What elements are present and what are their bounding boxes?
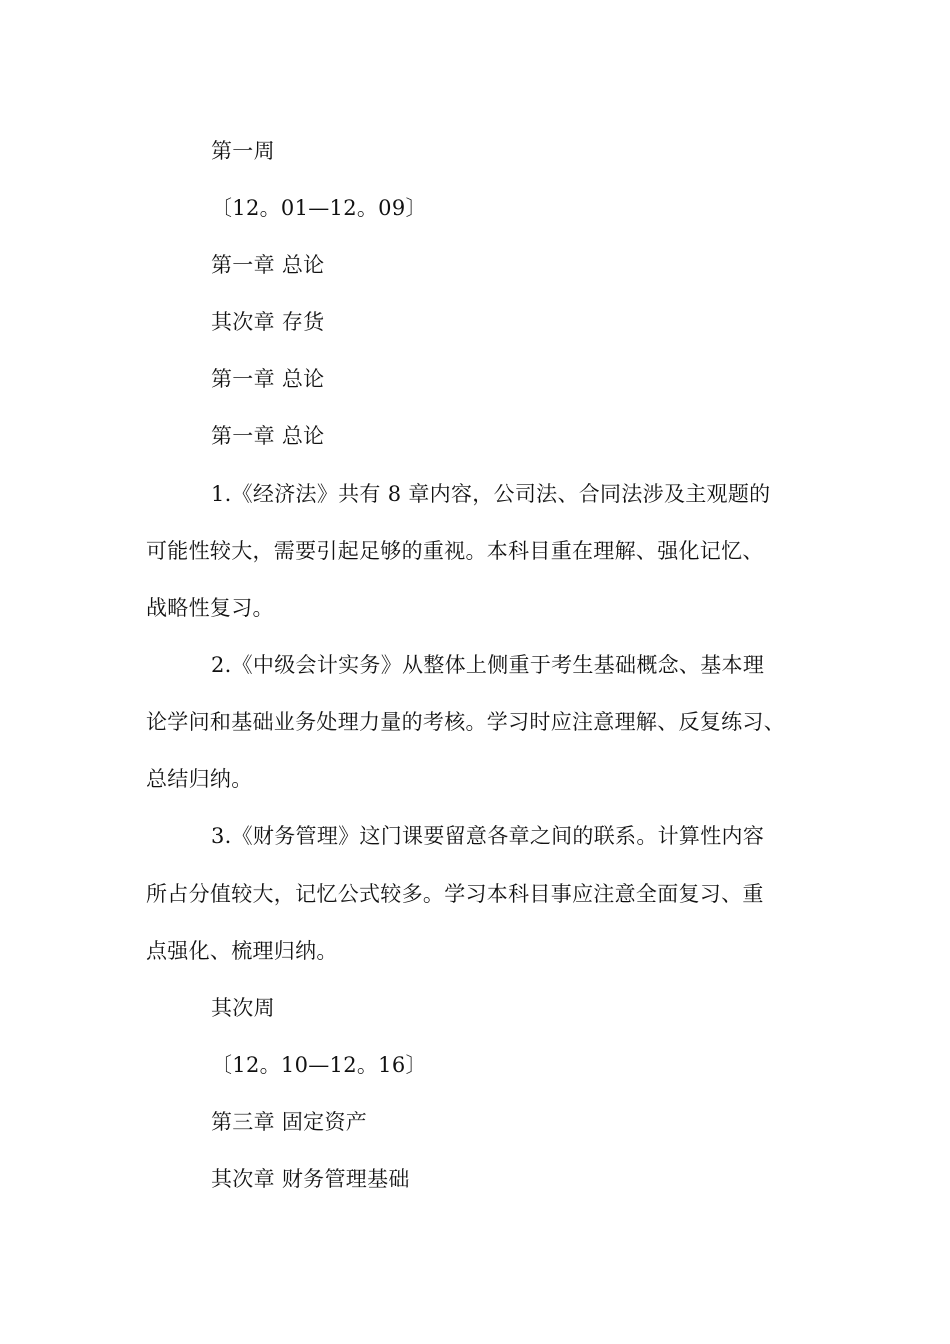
- note-3-line-2: 所占分值较大，记忆公式较多。学习本科目事应注意全面复习、重: [146, 882, 764, 906]
- note-3-line-1: 3.《财务管理》这门课要留意各章之间的联系。计算性内容: [211, 824, 765, 848]
- week1-chapter: 第一章 总论: [211, 253, 325, 277]
- week1-title: 第一周: [211, 139, 275, 163]
- week1-chapter: 第一章 总论: [211, 424, 325, 448]
- note-1-line-2: 可能性较大，需要引起足够的重视。本科目重在理解、强化记忆、: [146, 539, 764, 563]
- week2-chapter: 其次章 财务管理基础: [211, 1167, 410, 1191]
- note-3-line-3: 点强化、梳理归纳。: [146, 939, 338, 963]
- note-2-line-2: 论学问和基础业务处理力量的考核。学习时应注意理解、反复练习、: [146, 710, 785, 734]
- week1-date-range: 〔12。01—12。09〕: [211, 196, 427, 220]
- week2-date-range: 〔12。10—12。16〕: [211, 1053, 427, 1077]
- note-1-line-3: 战略性复习。: [146, 596, 274, 620]
- week1-chapter: 其次章 存货: [211, 310, 325, 334]
- week2-chapter: 第三章 固定资产: [211, 1110, 368, 1134]
- week2-title: 其次周: [211, 996, 275, 1020]
- week1-chapter: 第一章 总论: [211, 367, 325, 391]
- note-2-line-1: 2.《中级会计实务》从整体上侧重于考生基础概念、基本理: [211, 653, 765, 677]
- note-2-line-3: 总结归纳。: [146, 767, 253, 791]
- note-1-line-1: 1.《经济法》共有 8 章内容，公司法、合同法涉及主观题的: [211, 482, 771, 506]
